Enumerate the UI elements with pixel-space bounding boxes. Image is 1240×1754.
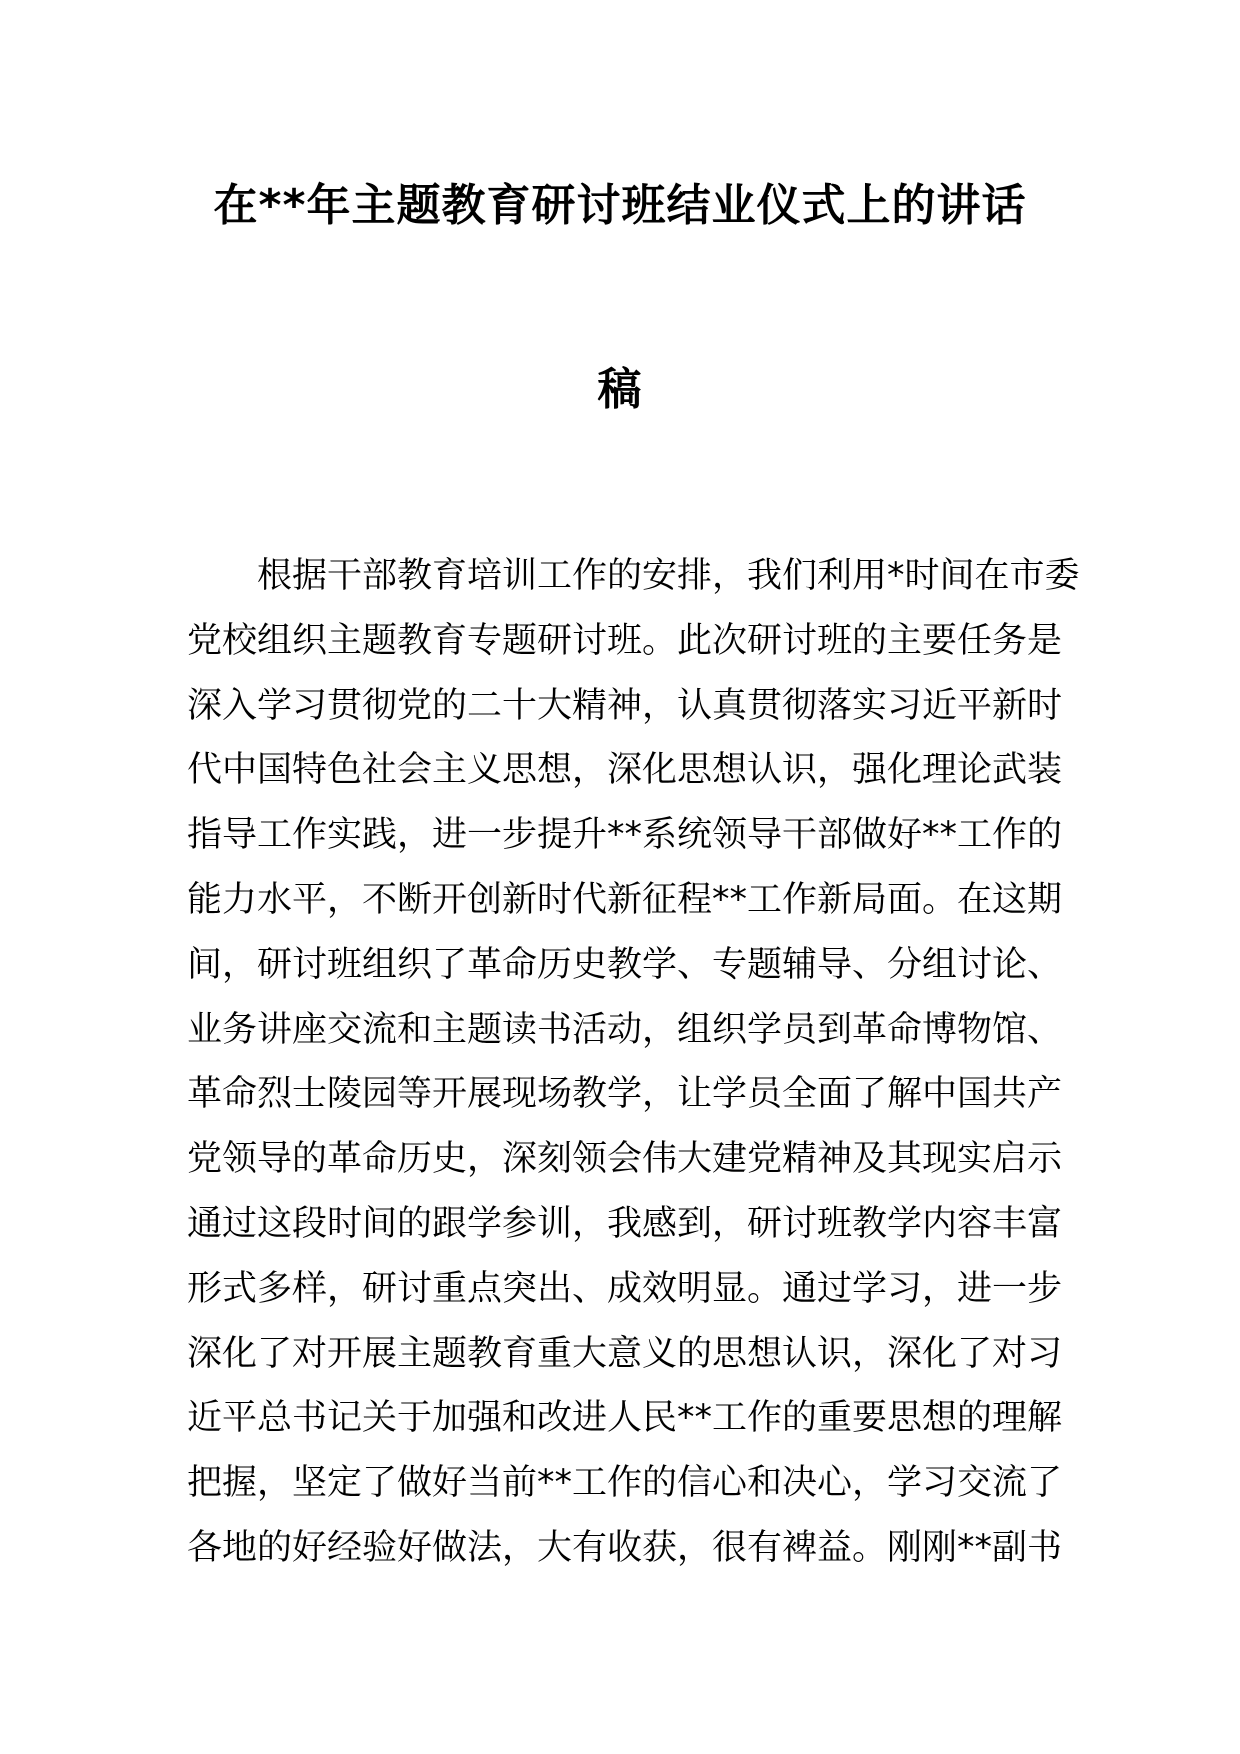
body-line: 指导工作实践，进一步提升**系统领导干部做好**工作的 [187, 815, 1063, 856]
body-line: 把握，坚定了做好当前**工作的信心和决心，学习交流了 [187, 1463, 1063, 1504]
body-line: 代中国特色社会主义思想，深化思想认识，强化理论武装 [187, 750, 1063, 791]
body-line: 深化了对开展主题教育重大意义的思想认识，深化了对习 [187, 1333, 1063, 1374]
document-title-line-1: 在**年主题教育研讨班结业仪式上的讲话 [213, 180, 1027, 231]
body-line: 根据干部教育培训工作的安排，我们利用*时间在市委 [257, 556, 1080, 596]
document-title-line-2: 稿 [597, 364, 643, 415]
body-line: 能力水平，不断开创新时代新征程**工作新局面。在这期 [187, 879, 1063, 920]
body-line: 深入学习贯彻党的二十大精神，认真贯彻落实习近平新时 [187, 685, 1063, 726]
body-line: 党领导的革命历史，深刻领会伟大建党精神及其现实启示 [187, 1139, 1063, 1180]
body-line: 近平总书记关于加强和改进人民**工作的重要思想的理解 [187, 1398, 1063, 1439]
body-line: 各地的好经验好做法，大有收获，很有裨益。刚刚**副书 [187, 1527, 1063, 1568]
body-line: 间，研讨班组织了革命历史教学、专题辅导、分组讨论、 [187, 944, 1063, 985]
body-line: 革命烈士陵园等开展现场教学，让学员全面了解中国共产 [187, 1074, 1063, 1115]
document-body [187, 544, 1080, 1581]
body-line: 形式多样，研讨重点突出、成效明显。通过学习，进一步 [187, 1268, 1063, 1309]
body-line: 通过这段时间的跟学参训，我感到，研讨班教学内容丰富 [187, 1203, 1063, 1244]
body-line: 业务讲座交流和主题读书活动，组织学员到革命博物馆、 [187, 1009, 1063, 1050]
body-line: 党校组织主题教育专题研讨班。此次研讨班的主要任务是 [187, 620, 1063, 661]
